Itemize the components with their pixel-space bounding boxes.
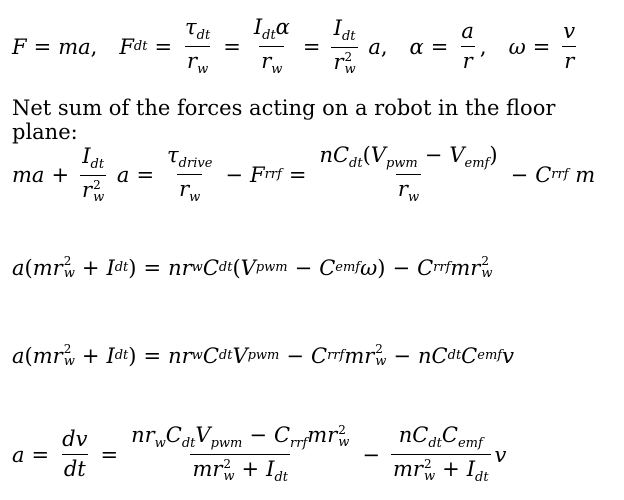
equation-5: a = $\frac{dv}{dt}$ = $nr_wC_{dt}V_{pwm} - C_{rrf}mr$ 2 w mr 2 w + $I_{dt}$ − $nC_{dt}C_{emf}$ mr 2 w + $I_{dt}$ v [12, 423, 507, 486]
description-text: Net sum of the forces acting on a robot in the floor plane: [12, 96, 556, 144]
equation-1: F = ma , F dt = $\frac{\tau_{dt}}{r_w}$ = $\frac{I_{dt}\alpha}{r_w}$ = $I_{dt}$ r 2 w a , α = $\frac{a}{r}$ , ω = $\frac{v}{r}$ [12, 15, 576, 78]
equation-3: a ( mr 2 w + I dt ) = nr w C dt ( V pwm − C emf ω ) − C rrf mr 2 w [12, 254, 493, 281]
equation-2: ma + $I_{dt}$ r 2 w a = $\frac{\tau_{drive}}{r_w}$ − F rrf = $\frac{nC_{dt}(V_{pwm} - V_{emf})}{r_w}$ − C rrf m [12, 143, 596, 206]
equation-4: a ( mr 2 w + I dt ) = nr w C dt V pwm − C rrf mr 2 w − nC dt C emf v [12, 342, 514, 369]
